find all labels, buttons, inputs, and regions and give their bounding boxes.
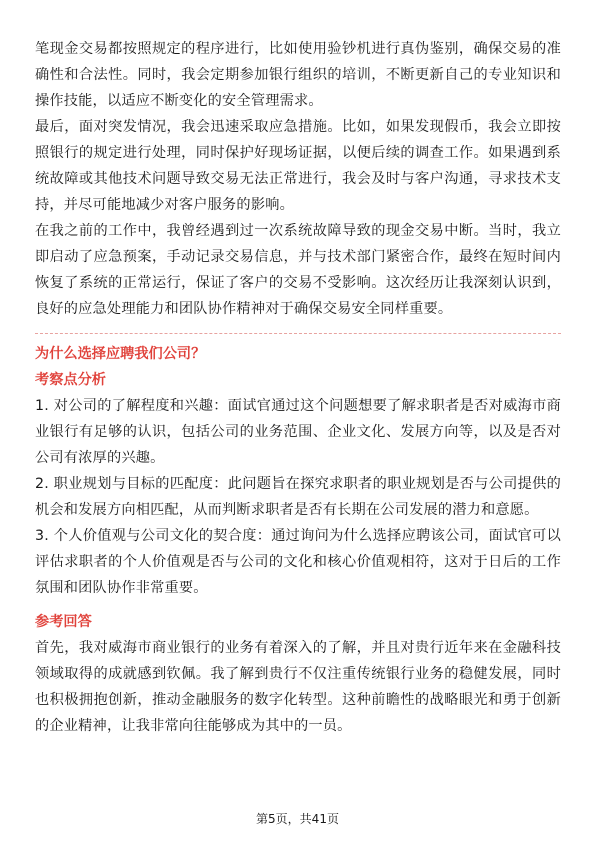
spacer bbox=[35, 601, 561, 609]
analysis-item: 3. 个人价值观与公司文化的契合度：通过询问为什么选择应聘该公司，面试官可以评估求职者的个人价值观是否与公司的文化和核心价值观相符，这对于日后的工作氛围和团队协作非常重要。 bbox=[35, 528, 561, 596]
body-paragraph: 最后，面对突发情况，我会迅速采取应急措施。比如，如果发现假币，我会立即按照银行的规定进行处理，同时保护好现场证据，以便后续的调查工作。如果遇到系统故障或其他技术问题导致交易无法正常进行，我会及时与客户沟通，寻求技术支持，并尽可能地减少对客户服务的影响。 bbox=[35, 119, 561, 213]
page-content bbox=[35, 36, 561, 739]
body-paragraph: 笔现金交易都按照规定的程序进行，比如使用验钞机进行真伪鉴别，确保交易的准确性和合法性。同时，我会定期参加银行组织的培训，不断更新自己的专业知识和操作技能，以适应不断变化的安全管理需求。 bbox=[35, 41, 561, 109]
question-title: 为什么选择应聘我们公司？ bbox=[35, 346, 206, 362]
analysis-item: 2. 职业规划与目标的匹配度：此问题旨在探究求职者的职业规划是否与公司提供的机会和发展方向相匹配，从而判断求职者是否有长期在公司发展的潜力和意愿。 bbox=[35, 476, 561, 518]
section-divider bbox=[35, 333, 561, 334]
analysis-item: 1. 对公司的了解程度和兴趣：面试官通过这个问题想要了解求职者是否对威海市商业银行有足够的认识，包括公司的业务范围、企业文化、发展方向等，以及是否对公司有浓厚的兴趣。 bbox=[35, 398, 561, 466]
answer-paragraph: 首先，我对威海市商业银行的业务有着深入的了解，并且对贵行近年来在金融科技领域取得的成就感到钦佩。我了解到贵行不仅注重传统银行业务的稳健发展，同时也积极拥抱创新，推动金融服务的数字化转型。这种前瞻性的战略眼光和勇于创新的企业精神，让我非常向往能够成为其中的一员。 bbox=[35, 640, 561, 734]
body-paragraph: 在我之前的工作中，我曾经遇到过一次系统故障导致的现金交易中断。当时，我立即启动了应急预案，手动记录交易信息，并与技术部门紧密合作，最终在短时间内恢复了系统的正常运行，保证了客户的交易不受影响。这次经历让我深刻认识到，良好的应急处理能力和团队协作精神对于确保交易安全同样重要。 bbox=[35, 223, 561, 317]
analysis-heading: 考察点分析 bbox=[35, 372, 106, 388]
page-number: 第5页，共41页 bbox=[256, 812, 339, 826]
answer-heading: 参考回答 bbox=[35, 614, 92, 630]
